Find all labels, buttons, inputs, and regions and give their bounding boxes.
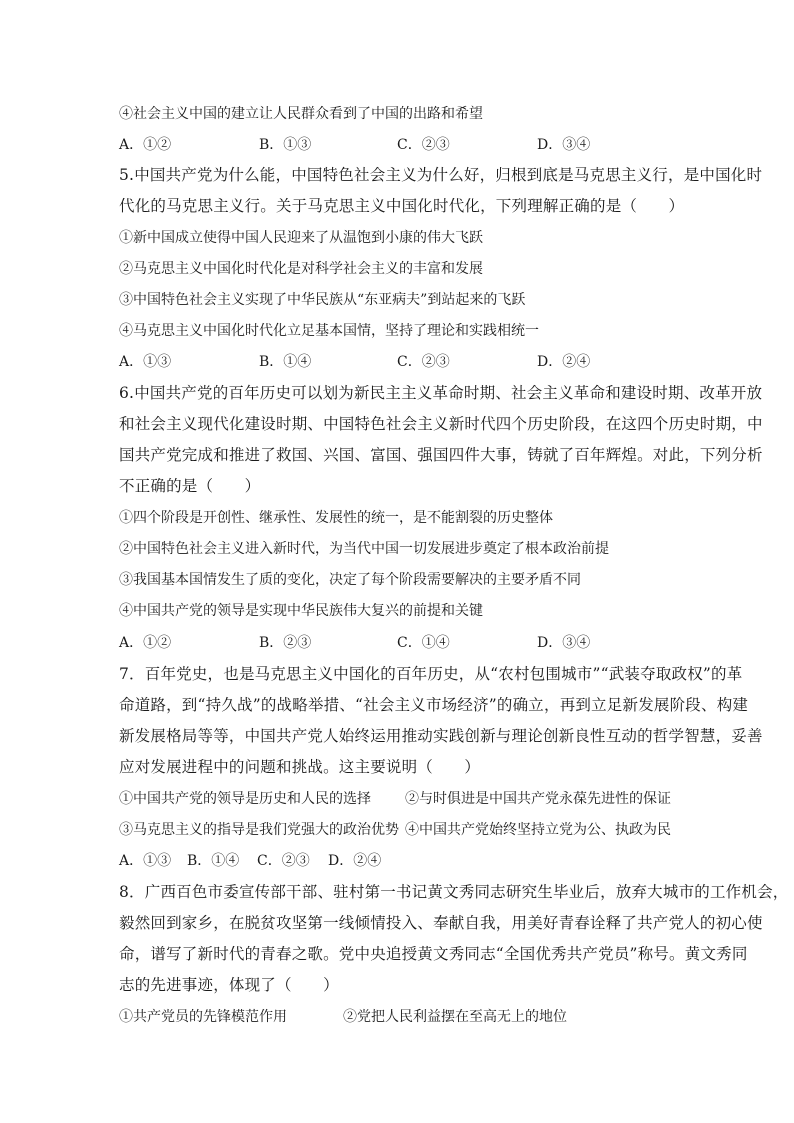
q7-option-c: C．②③ [257, 853, 310, 869]
q6-item-2: ②中国特色社会主义进入新时代，为当代中国一切发展进步奠定了根本政治前提 [119, 541, 609, 557]
q4-option-b: B．①③ [259, 137, 312, 153]
q8-stem-line-2: 毅然回到家乡，在脱贫攻坚第一线倾情投入、奉献自我，用美好青春诠释了共产党人的初心使 [119, 914, 763, 932]
q7-option-a: A．①③ [119, 853, 172, 869]
q6-stem-line-3: 国共产党完成和推进了救国、兴国、富国、强国四件大事，铸就了百年辉煌。对此，下列分析 [119, 446, 763, 464]
q6-stem-line-1: 6.中国共产党的百年历史可以划为新民主主义革命时期、社会主义革命和建设时期、改革开放 [119, 384, 763, 402]
q6-stem-line-2: 和社会主义现代化建设时期、中国特色社会主义新时代四个历史阶段，在这四个历史时期，中 [119, 415, 763, 433]
q4-option-c: C．②③ [397, 137, 450, 153]
q7-item-3: ③马克思主义的指导是我们党强大的政治优势 [119, 822, 399, 838]
q6-stem-line-4: 不正确的是（ ） [119, 477, 261, 495]
q7-item-2: ②与时俱进是中国共产党永葆先进性的保证 [405, 791, 671, 807]
q7-stem-line-2: 命道路，到“持久战”的战略举措、“社会主义市场经济”的确立，再到立足新发展阶段、构建 [119, 696, 749, 714]
q5-option-d: D．②④ [537, 354, 591, 370]
q5-option-c: C．②③ [397, 354, 450, 370]
q8-item-1: ①共产党员的先锋模范作用 [119, 1009, 287, 1025]
q7-stem-line-3: 新发展格局等等，中国共产党人始终运用推动实践创新与理论创新良性互动的哲学智慧，妥善 [119, 727, 763, 745]
q5-stem-line-2: 代化的马克思主义行。关于马克思主义中国化时代化，下列理解正确的是（ ） [119, 197, 685, 215]
q8-stem-line-4: 志的先进事迹，体现了（ ） [119, 976, 339, 994]
q7-option-b: B．①④ [187, 853, 240, 869]
q8-item-2: ②党把人民利益摆在至高无上的地位 [343, 1009, 567, 1025]
q4-option-d: D．③④ [537, 137, 591, 153]
q5-item-2: ②马克思主义中国化时代化是对科学社会主义的丰富和发展 [119, 261, 483, 277]
q6-option-d: D．③④ [537, 635, 591, 651]
q7-item-4: ④中国共产党始终坚持立党为公、执政为民 [405, 822, 671, 838]
q6-item-1: ①四个阶段是开创性、继承性、发展性的统一，是不能割裂的历史整体 [119, 510, 553, 526]
q6-item-4: ④中国共产党的领导是实现中华民族伟大复兴的前提和关键 [119, 603, 483, 619]
q7-stem-line-4: 应对发展进程中的问题和挑战。这主要说明（ ） [119, 758, 481, 776]
q6-item-3: ③我国基本国情发生了质的变化，决定了每个阶段需要解决的主要矛盾不同 [119, 572, 581, 588]
q5-item-3: ③中国特色社会主义实现了中华民族从“东亚病夫”到站起来的飞跃 [119, 292, 526, 308]
q6-option-a: A．①② [119, 635, 172, 651]
q6-option-b: B．②③ [259, 635, 312, 651]
q5-option-a: A．①③ [119, 354, 172, 370]
q6-option-c: C．①④ [397, 635, 450, 651]
q8-stem-line-1: 8．广西百色市委宣传部干部、驻村第一书记黄文秀同志研究生毕业后，放弃大城市的工作机会， [119, 883, 789, 901]
q5-item-1: ①新中国成立使得中国人民迎来了从温饱到小康的伟大飞跃 [119, 230, 483, 246]
q4-option-a: A．①② [119, 137, 172, 153]
q4-item-4: ④社会主义中国的建立让人民群众看到了中国的出路和希望 [119, 106, 483, 122]
q5-option-b: B．①④ [259, 354, 312, 370]
q5-item-4: ④马克思主义中国化时代化立足基本国情，坚持了理论和实践相统一 [119, 323, 539, 339]
q7-option-d: D．②④ [328, 853, 382, 869]
q7-item-1: ①中国共产党的领导是历史和人民的选择 [119, 791, 371, 807]
q7-stem-line-1: 7．百年党史，也是马克思主义中国化的百年历史，从“农村包围城市”“武装夺取政权”的革 [119, 665, 743, 683]
q5-stem-line-1: 5.中国共产党为什么能，中国特色社会主义为什么好，归根到底是马克思主义行，是中国化时 [119, 166, 763, 184]
q8-stem-line-3: 命，谱写了新时代的青春之歌。党中央追授黄文秀同志“全国优秀共产党员”称号。黄文秀同 [119, 945, 748, 963]
